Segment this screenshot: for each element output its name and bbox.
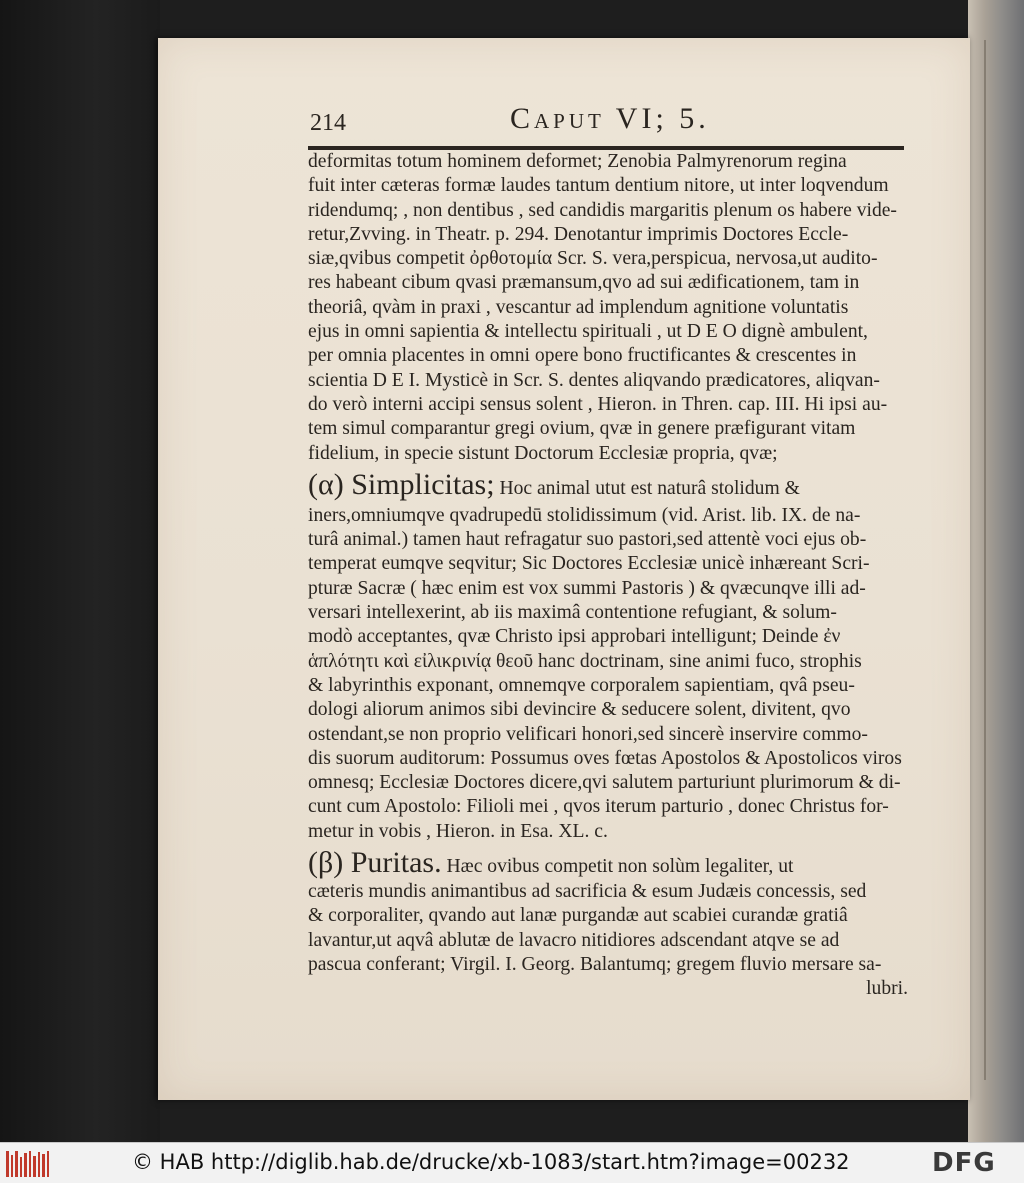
text-line: lubri. [866,978,908,1000]
scan-background-left [0,0,160,1142]
text-line: scientia D E I. Mysticè in Scr. S. dentes aliqvando prædicatores, aliqvan- [308,369,880,391]
text-line: omnesq; Ecclesiæ Doctores dicere,qvi salutem parturiunt plurimorum & di- [308,772,901,794]
book-page [158,38,970,1100]
section-heading-line: (β) Puritas. Hæc ovibus competit non solùm legaliter, ut [308,846,794,880]
text-line: deformitas totum hominem deformet; Zenobia Palmyrenorum regina [308,151,847,172]
text-line: res habeant cibum qvasi præmansum,qvo ad sui ædificationem, tam in [308,272,860,294]
text-line: cunt cum Apostolo: Filioli mei , qvos iterum parturio , donec Christus for- [308,796,889,818]
text-line: modò acceptantes, qvæ Christo ipsi approbari intelligunt; Deinde ἐν [308,626,841,648]
text-line: per omnia placentes in omni opere bono fructificantes & crescentes in [308,345,857,367]
dfg-logo: DFG [932,1148,996,1178]
text-line: tem simul comparantur gregi ovium, qvæ in genere præfigurant vitam [308,418,856,440]
text-line: & corporaliter, qvando aut lanæ purgandæ aut scabiei curandæ gratiâ [308,905,848,927]
viewer-footer [0,1142,1024,1183]
text-line: do verò interni accipi sensus solent , Hieron. in Thren. cap. III. Hi ipsi au- [308,393,888,415]
text-line: pturæ Sacræ ( hæc enim est vox summi Pastoris ) & qvæcunqve illi ad- [308,577,866,599]
text-line: ἁπλότητι καὶ εἰλικρινίᾳ θεοῦ hanc doctrinam, sine animi fuco, strophis [308,650,862,672]
text-line: iners,omniumqve qvadrupedū stolidissimum (vid. Arist. lib. IX. de na- [308,504,861,526]
text-line: ejus in omni sapientia & intellectu spirituali , ut D E O dignè ambulent, [308,321,868,343]
text-line: pascua conferant; Virgil. I. Georg. Balantumq; gregem fluvio mersare sa- [308,953,882,975]
section-heading-line: (α) Simplicitas; Hoc animal utut est naturâ stolidum & [308,467,800,501]
text-line: turâ animal.) tamen haut refragatur suo pastori,sed attentè voci ejus ob- [308,529,867,551]
text-line: temperat eumqve seqvitur; Sic Doctores Ecclesiæ unicè inhæreant Scri- [308,553,870,575]
text-line: & labyrinthis exponant, omnemqve corporalem sapientiam, qvâ pseu- [308,674,855,696]
page-number: 214 [310,110,346,136]
body-text [308,150,908,1002]
text-line: dologi aliorum animos sibi devincire & seducere solent, divitent, qvo [308,699,851,721]
text-line: siæ,qvibus competit ὀρθοτομία Scr. S. vera,perspicua, nervosa,ut audito- [308,248,878,270]
text-line: dis suorum auditorum: Possumus oves fœtas Apostolos & Apostolicos viros [308,747,902,769]
text-line: retur,Zvving. in Theatr. p. 294. Denotantur imprimis Doctores Eccle- [308,223,849,245]
book-edge-right [968,0,1024,1142]
hab-barcode-logo-icon [6,1151,50,1177]
text-line: fidelium, in specie sistunt Doctorum Ecclesiæ propria, qvæ; [308,442,778,464]
text-line: ridendumq; , non dentibus , sed candidis margaritis plenum os habere vide- [308,199,897,221]
text-line: metur in vobis , Hieron. in Esa. XL. c. [308,820,608,842]
text-line: lavantur,ut aqvâ ablutæ de lavacro nitidiores adscendant atqve se ad [308,929,840,951]
text-line: fuit inter cæteras formæ laudes tantum dentium nitore, ut inter loqvendum [308,175,889,197]
text-line: cæteris mundis animantibus ad sacrificia & esum Judæis concessis, sed [308,881,867,903]
running-head: Caput VI; 5. [510,102,710,135]
text-line: versari intellexerint, ab iis maximâ contentione refugiant, & solum- [308,602,837,624]
text-line: theoriâ, qvàm in praxi , vescantur ad implendum agnitione voluntatis [308,296,849,318]
text-line: ostendant,se non proprio velificari honori,sed sincerè inservire commo- [308,723,868,745]
copyright-url-text: © HAB http://diglib.hab.de/drucke/xb-1083/start.htm?image=00232 [132,1150,850,1174]
